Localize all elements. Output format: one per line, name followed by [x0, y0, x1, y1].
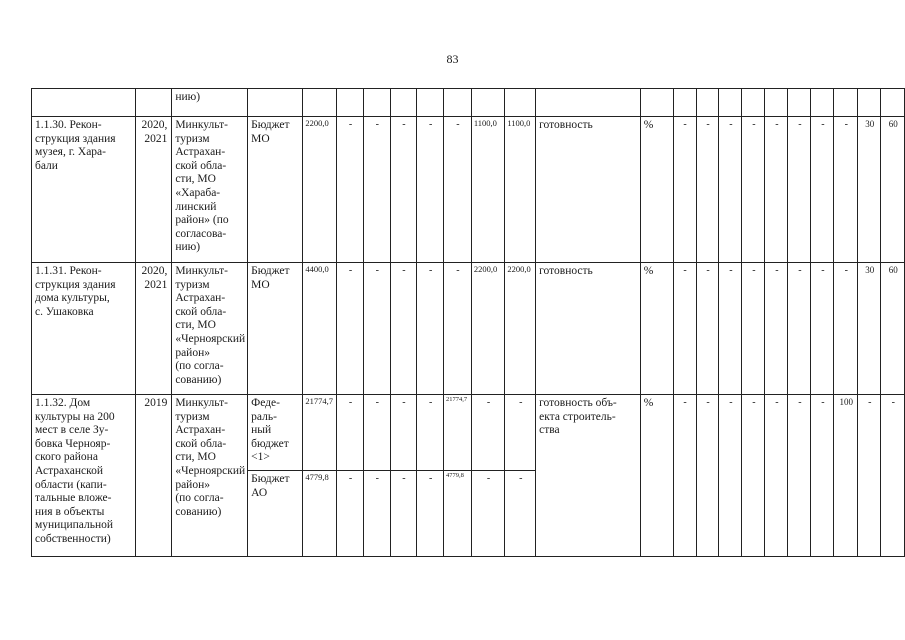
dash: - — [337, 471, 364, 557]
years: 2020, 2021 — [136, 117, 172, 263]
dash: - — [673, 263, 696, 395]
table-row — [32, 117, 905, 263]
unit: % — [640, 263, 673, 395]
dash: - — [696, 395, 719, 557]
dash: - — [471, 395, 505, 471]
value-2021: 60 — [881, 263, 905, 395]
executor: Минкульт- туризм Астрахан- ской обла- сти, МО «Хараба- линский район» (по согласова- нию) — [172, 117, 248, 263]
dash: - — [417, 263, 444, 395]
table-row — [32, 395, 905, 471]
dash: - — [765, 117, 788, 263]
indicator: готовность объ- екта строитель- ства — [536, 395, 641, 557]
cell — [136, 89, 172, 117]
dash: - — [390, 395, 417, 471]
dash: - — [505, 395, 536, 471]
amount-2019: 4779,8 — [444, 471, 472, 557]
table-row — [32, 263, 905, 395]
dash: - — [834, 263, 858, 395]
dash: - — [719, 117, 742, 263]
dash: - — [390, 471, 417, 557]
indicator: готовность — [536, 263, 641, 395]
amount-2020: 2200,0 — [471, 263, 505, 395]
funding-source: Бюджет АО — [248, 471, 303, 557]
dash: - — [811, 395, 834, 557]
funding-source: Феде- раль- ный бюджет <1> — [248, 395, 303, 471]
table-row — [32, 89, 905, 117]
dash: - — [696, 117, 719, 263]
dash: - — [337, 395, 364, 471]
total-amount: 21774,7 — [303, 395, 337, 471]
value-2021: 60 — [881, 117, 905, 263]
dash: - — [444, 263, 472, 395]
dash: - — [742, 117, 765, 263]
dash: - — [788, 263, 811, 395]
dash: - — [363, 471, 390, 557]
program-table — [31, 88, 905, 557]
unit: % — [640, 117, 673, 263]
cell — [32, 89, 136, 117]
total-amount: 2200,0 — [303, 117, 337, 263]
dash: - — [696, 263, 719, 395]
total-amount: 4779,8 — [303, 471, 337, 557]
dash: - — [363, 263, 390, 395]
dash: - — [881, 395, 905, 557]
measure-name: 1.1.30. Рекон- струкция здания музея, г. Хара- бали — [32, 117, 136, 263]
dash: - — [673, 395, 696, 557]
dash: - — [788, 395, 811, 557]
dash: - — [390, 117, 417, 263]
dash: - — [417, 395, 444, 471]
dash: - — [742, 263, 765, 395]
dash: - — [742, 395, 765, 557]
dash: - — [788, 117, 811, 263]
indicator: готовность — [536, 117, 641, 263]
dash: - — [765, 395, 788, 557]
dash: - — [765, 263, 788, 395]
unit: % — [640, 395, 673, 557]
dash: - — [811, 117, 834, 263]
dash: - — [673, 117, 696, 263]
dash: - — [719, 263, 742, 395]
executor: Минкульт- туризм Астрахан- ской обла- сти, МО «Черноярский район» (по согла- сованию) — [172, 395, 248, 557]
value-2019: 100 — [834, 395, 858, 557]
amount-2020: 1100,0 — [471, 117, 505, 263]
amount-2021: 1100,0 — [505, 117, 536, 263]
dash: - — [444, 117, 472, 263]
dash: - — [834, 117, 858, 263]
executor: Минкульт- туризм Астрахан- ской обла- сти, МО «Черноярский район» (по согла- сованию) — [172, 263, 248, 395]
measure-name: 1.1.31. Рекон- струкция здания дома культуры, с. Ушаковка — [32, 263, 136, 395]
dash: - — [363, 117, 390, 263]
years: 2019 — [136, 395, 172, 557]
value-2020: 30 — [858, 117, 881, 263]
dash: - — [858, 395, 881, 557]
total-amount: 4400,0 — [303, 263, 337, 395]
continuation-text: нию) — [172, 89, 248, 117]
measure-name: 1.1.32. Дом культуры на 200 мест в селе Зу- бовка Чернояр- ского района Астраханской области (капи- тальные вложе- ния в объекты муниципальной собственности) — [32, 395, 136, 557]
dash: - — [505, 471, 536, 557]
funding-source: Бюджет МО — [248, 117, 303, 263]
dash: - — [811, 263, 834, 395]
dash: - — [471, 471, 505, 557]
dash: - — [417, 471, 444, 557]
amount-2019: 21774,7 — [444, 395, 472, 471]
years: 2020, 2021 — [136, 263, 172, 395]
amount-2021: 2200,0 — [505, 263, 536, 395]
funding-source: Бюджет МО — [248, 263, 303, 395]
value-2020: 30 — [858, 263, 881, 395]
dash: - — [417, 117, 444, 263]
dash: - — [719, 395, 742, 557]
dash: - — [337, 263, 364, 395]
dash: - — [363, 395, 390, 471]
page-number: 83 — [446, 52, 459, 66]
dash: - — [337, 117, 364, 263]
dash: - — [390, 263, 417, 395]
